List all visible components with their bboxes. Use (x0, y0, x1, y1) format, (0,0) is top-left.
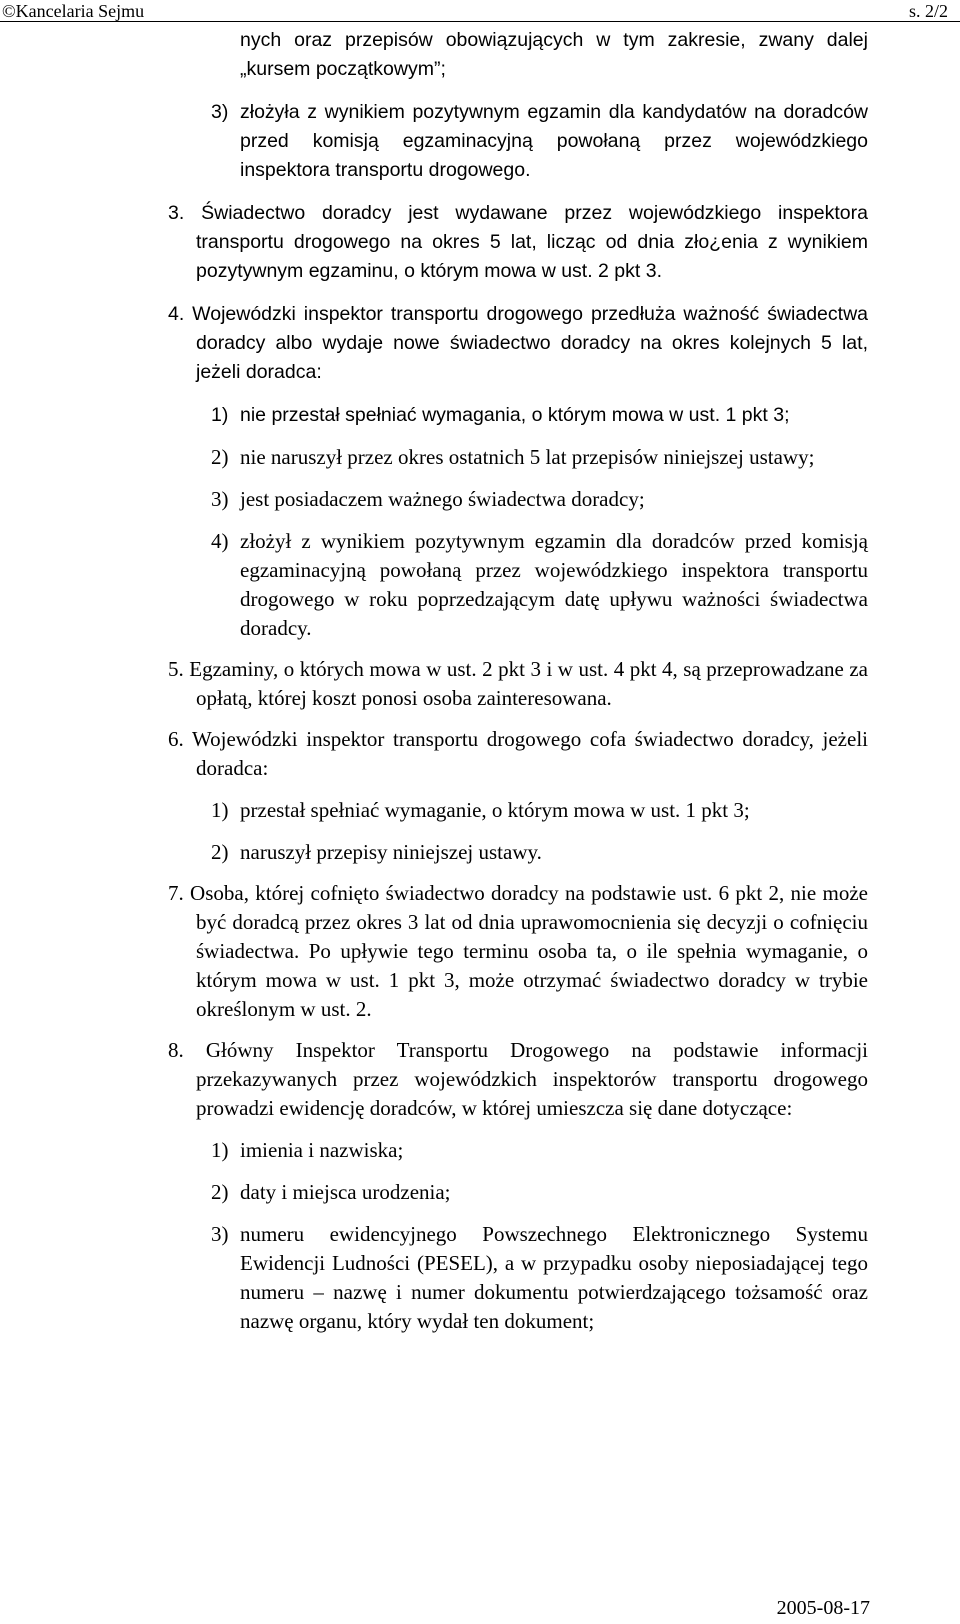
header-divider (0, 21, 960, 22)
list-item-continuation: nych oraz przepisów obowiązujących w tym zakresie, zwany dalej „kursem początkowym”; (240, 29, 868, 80)
list-item: 1) imienia i nazwiska; (211, 1138, 404, 1162)
list-item: 2) naruszył przepisy niniejszej ustawy. (211, 840, 542, 864)
section-8: 8. Główny Inspektor Transportu Drogowego na podstawie informacji przekazywanych przez wojewódzkich inspektorów transportu drogowego prowadzi ewidencję doradców, w której umieszcza się dane dotyczące: (168, 1038, 868, 1120)
section-5: 5. Egzaminy, o których mowa w ust. 2 pkt 3 i w ust. 4 pkt 4, są przeprowadzane za opłatą, której koszt ponosi osoba zainteresowana. (168, 657, 868, 710)
document-body (0, 24, 960, 1336)
footer-date: 2005-08-17 (776, 1597, 870, 1619)
list-item: 3) jest posiadaczem ważnego świadectwa doradcy; (211, 487, 645, 511)
list-item: 3) numeru ewidencyjnego Powszechnego Elektronicznego Systemu Ewidencji Ludności (PESEL), a w przypadku osoby nieposiadającej tego numeru – nazwę i numer dokumentu potwierdzającego tożsamość oraz nazwę organu, który wydał ten dokument; (211, 1222, 868, 1333)
list-item: 1) nie przestał spełniać wymagania, o którym mowa w ust. 1 pkt 3; (211, 404, 790, 426)
list-item: 2) daty i miejsca urodzenia; (211, 1180, 451, 1204)
section-4: 4. Wojewódzki inspektor transportu drogowego przedłuża ważność świadectwa doradcy albo wydaje nowe świadectwo doradcy na okres kolejnych 5 lat, jeżeli doradca: (168, 303, 868, 383)
list-item: 2) nie naruszył przez okres ostatnich 5 lat przepisów niniejszej ustawy; (211, 445, 815, 469)
list-item: 1) przestał spełniać wymaganie, o którym mowa w ust. 1 pkt 3; (211, 798, 750, 822)
header-source: ©Kancelaria Sejmu (2, 1, 145, 21)
list-item: 3) złożyła z wynikiem pozytywnym egzamin dla kandydatów na doradców przed komisją egzaminacyjną powołaną przez wojewódzkiego inspektora transportu drogowego. (211, 101, 868, 181)
section-3: 3. Świadectwo doradcy jest wydawane przez wojewódzkiego inspektora transportu drogowego na okres 5 lat, licząc od dnia zło¿enia z wynikiem pozytywnym egzaminu, o którym mowa w ust. 2 pkt 3. (168, 202, 868, 282)
section-7: 7. Osoba, której cofnięto świadectwo doradcy na podstawie ust. 6 pkt 2, nie może być doradcą przez okres 3 lat od dnia uprawomocnienia się decyzji o cofnięciu świadectwa. Po upływie tego terminu osoba ta, o ile spełnia wymaganie, o którym mowa w ust. 1 pkt 3, może otrzymać świadectwo doradcy w trybie określonym w ust. 2. (168, 881, 868, 1021)
section-6: 6. Wojewódzki inspektor transportu drogowego cofa świadectwo doradcy, jeżeli doradca: (168, 727, 868, 780)
page-number: s. 2/2 (908, 1, 948, 21)
list-item: 4) złożył z wynikiem pozytywnym egzamin dla doradców przed komisją egzaminacyjną powołaną przez wojewódzkiego inspektora transportu drogowego w roku poprzedzającym datę upływu ważności świadectwa doradcy. (211, 529, 868, 640)
